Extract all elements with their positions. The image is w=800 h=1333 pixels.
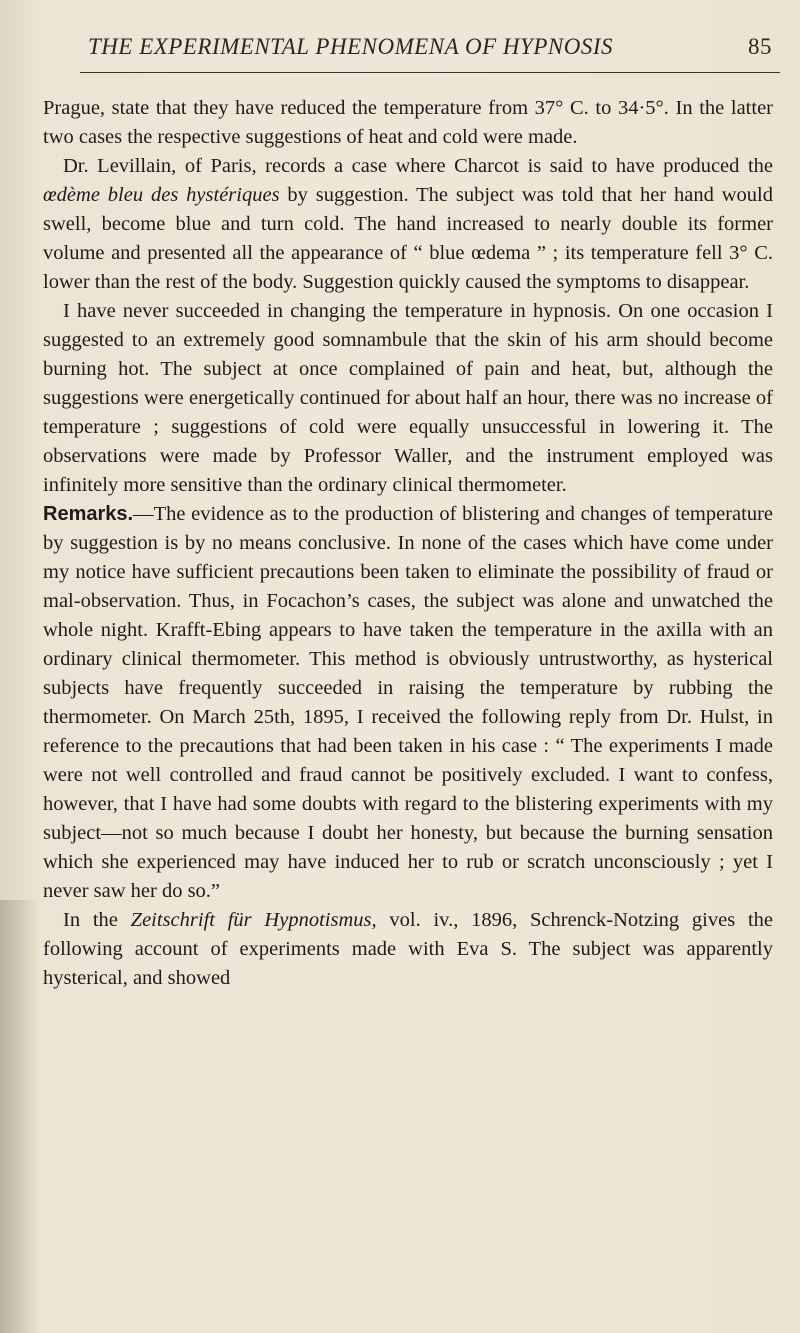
page-number: 85 (748, 34, 772, 59)
paragraph-2-text-a: Dr. Levillain, of Paris, records a case where Charcot is said to have produced the (63, 155, 773, 177)
paragraph-5-text-b: vol. iv., 1896, Schrenck-Notzing gives the following account of experiments made with Eva S. The subject was apparently hysterical, and showed (43, 909, 774, 989)
paragraph-5-italic: Zeitschrift für Hypnotismus, (130, 909, 377, 931)
paragraph-5 (43, 906, 773, 993)
paragraph-2 (43, 152, 773, 297)
paragraph-4 (43, 500, 773, 906)
remarks-label: Remarks. (43, 503, 134, 525)
paragraph-2-text-b: by suggestion. The subject was told that her hand would swell, become blue and turn cold. The hand increased to nearly double its former volume and presented all the appearance of “ blue œdema ” ; its temperature fell 3° C. lower than the rest of the body. Suggestion quickly caused the symptoms to disappear. (43, 184, 773, 293)
paragraph-3: I have never succeeded in changing the temperature in hypnosis. On one occasion I suggested to an extremely good somnambule that the skin of his arm should become burning hot. The subject at once complained of pain and heat, but, although the suggestions were energetically continued for about half an hour, there was no increase of temperature ; suggestions of cold were equally unsuccessful in lowering it. The observations were made by Professor Waller, and the instrument employed was infinitely more sensitive than the ordinary clinical thermometer. (43, 300, 773, 496)
page-edge-shadow (0, 900, 40, 1333)
header-rule (80, 72, 780, 73)
paragraph-2-italic: œdème bleu des hystériques (43, 184, 280, 206)
paragraph-1: Prague, state that they have reduced the temperature from 37° C. to 34·5°. In the latter two cases the respective suggestions of heat and cold were made. (43, 97, 773, 148)
paragraph-5-text-a: In the (63, 909, 131, 931)
running-title: THE EXPERIMENTAL PHENOMENA OF HYPNOSIS (88, 34, 613, 59)
body-text (43, 94, 773, 993)
running-header (88, 34, 772, 64)
paragraph-4-text: —The evidence as to the production of blistering and changes of temperature by suggestion is by no means conclusive. In none of the cases which have come under my notice have sufficient precautions been taken to eliminate the possibility of fraud or mal-observation. Thus, in Focachon’s cases, the subject was alone and unwatched the whole night. Krafft-Ebing appears to have taken the temperature in the axilla with an ordinary clinical thermometer. This method is obviously untrustworthy, as hysterical subjects have frequently succeeded in raising the temperature by rubbing the thermometer. On March 25th, 1895, I received the following reply from Dr. Hulst, in reference to the precautions that had been taken in his case : “ The experiments I made were not well controlled and fraud cannot be positively excluded. I want to confess, however, that I have had some doubts with regard to the blistering experiments with my subject—not so much because I doubt her honesty, but because the burning sensation which she experienced may have induced her to rub or scratch unconsciously ; yet I never saw her do so.” (43, 503, 773, 902)
